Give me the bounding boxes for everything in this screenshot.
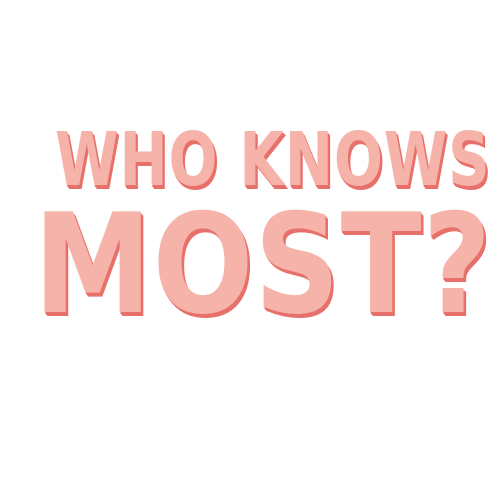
headline-who-knows: WHO KNOWS — [55, 117, 491, 203]
headline-most: MOST? — [33, 184, 493, 345]
